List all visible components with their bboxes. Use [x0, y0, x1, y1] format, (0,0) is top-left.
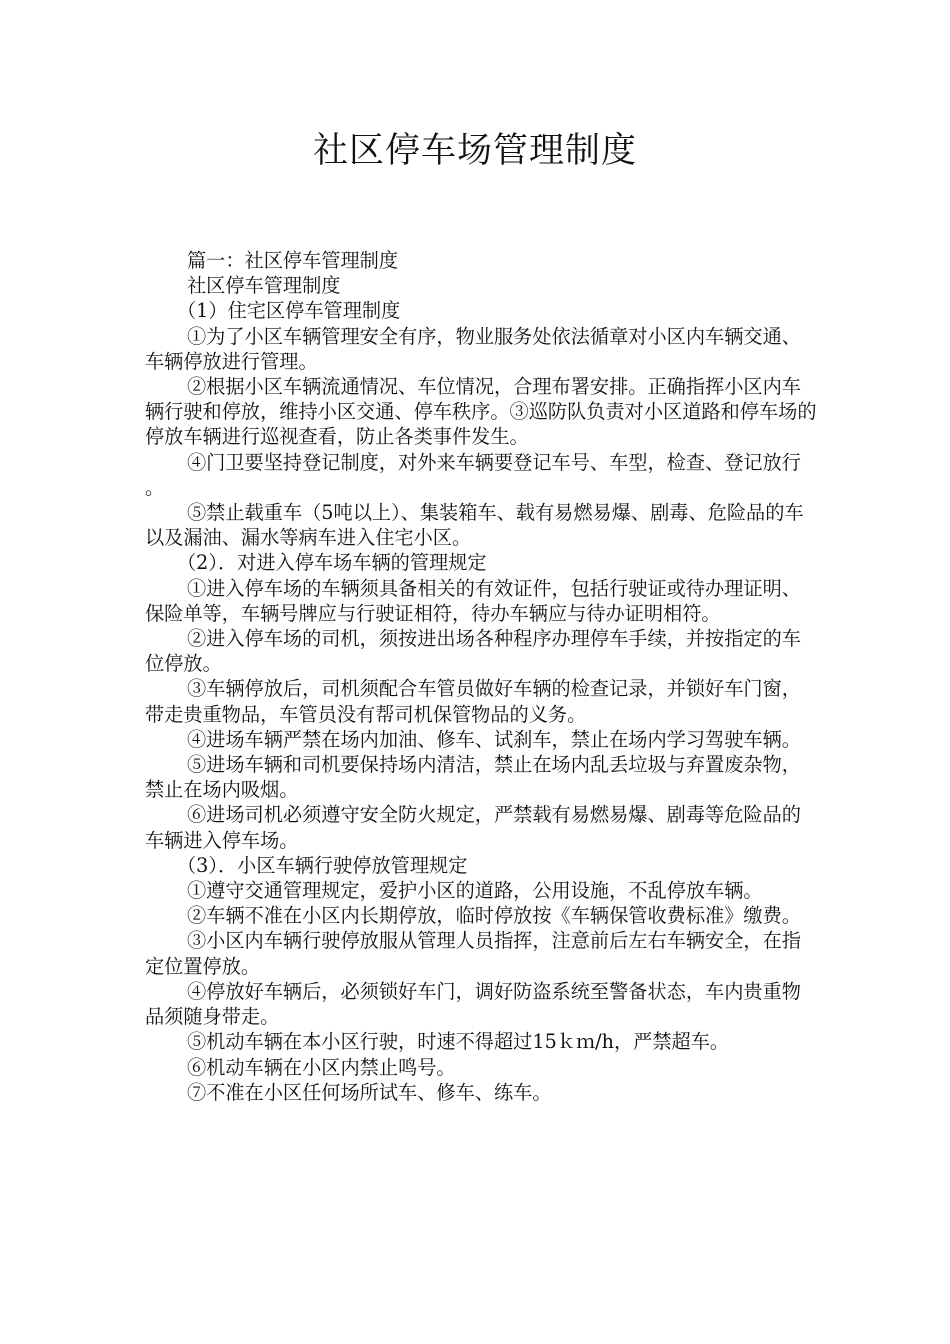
- paragraph-item: ①为了小区车辆管理安全有序，物业服务处依法循章对小区内车辆交通、车辆停放进行管理。: [145, 324, 801, 373]
- section-heading-1: （1）住宅区停车管理制度: [177, 299, 401, 323]
- section-heading-3: （3）．小区车辆行驶停放管理规定: [177, 853, 468, 877]
- paragraph-item: ⑤禁止载重车（5吨以上）、集装箱车、载有易燃易爆、剧毒、危险品的车以及漏油、漏水等病车进入住宅小区。: [145, 501, 804, 550]
- paragraph-item: ③车辆停放后，司机须配合车管员做好车辆的检查记录，并锁好车门窗，带走贵重物品，车管员没有帮司机保管物品的义务。: [145, 677, 801, 726]
- paragraph-article-heading: 篇一：社区停车管理制度: [187, 249, 399, 272]
- paragraph-item: ④停放好车辆后，必须锁好车门，调好防盗系统至警备状态，车内贵重物品须随身带走。: [145, 979, 801, 1029]
- paragraph-item: ⑥机动车辆在小区内禁止鸣号。: [187, 1055, 456, 1079]
- paragraph-item: ①遵守交通管理规定，爱护小区的道路，公用设施，不乱停放车辆。: [187, 879, 763, 903]
- paragraph-item: ⑤进场车辆和司机要保持场内清洁，禁止在场内乱丢垃圾与弃置废杂物，禁止在场内吸烟。: [145, 753, 801, 802]
- paragraph-item: ②进入停车场的司机，须按进出场各种程序办理停车手续，并按指定的车位停放。: [145, 627, 801, 676]
- paragraph-item: ⑦不准在小区任何场所试车、修车、练车。: [187, 1080, 552, 1104]
- paragraph-item: ③小区内车辆行驶停放服从管理人员指挥，注意前后左右车辆安全，在指定位置停放。: [145, 929, 801, 978]
- document-body: [145, 248, 817, 1105]
- paragraph-item: ⑥进场司机必须遵守安全防火规定，严禁载有易燃易爆、剧毒等危险品的车辆进入停车场。: [145, 803, 801, 852]
- paragraph-item: ⑤机动车辆在本小区行驶，时速不得超过15ｋｍ/h，严禁超车。: [187, 1030, 730, 1054]
- document-title: 社区停车场管理制度: [312, 131, 637, 171]
- section-heading-2: （2）．对进入停车场车辆的管理规定: [177, 551, 487, 575]
- paragraph-item: ④门卫要坚持登记制度，对外来车辆要登记车号、车型，检查、登记放行。: [145, 450, 801, 499]
- paragraph-item: ②根据小区车辆流通情况、车位情况，合理布署安排。正确指挥小区内车辆行驶和停放，维持小区交通、停车秩序。③巡防队负责对小区道路和停车场的停放车辆进行巡视查看，防止各类事件发生。: [145, 375, 817, 449]
- paragraph-item: ①进入停车场的车辆须具备相关的有效证件，包括行驶证或待办理证明、保险单等，车辆号牌应与行驶证相符，待办车辆应与待办证明相符。: [145, 576, 801, 625]
- paragraph-item: ④进场车辆严禁在场内加油、修车、试刹车，禁止在场内学习驾驶车辆。: [187, 727, 801, 751]
- paragraph-item: ②车辆不准在小区内长期停放，临时停放按《车辆保管收费标准》缴费。: [187, 904, 801, 928]
- paragraph-subtitle: 社区停车管理制度: [187, 274, 341, 298]
